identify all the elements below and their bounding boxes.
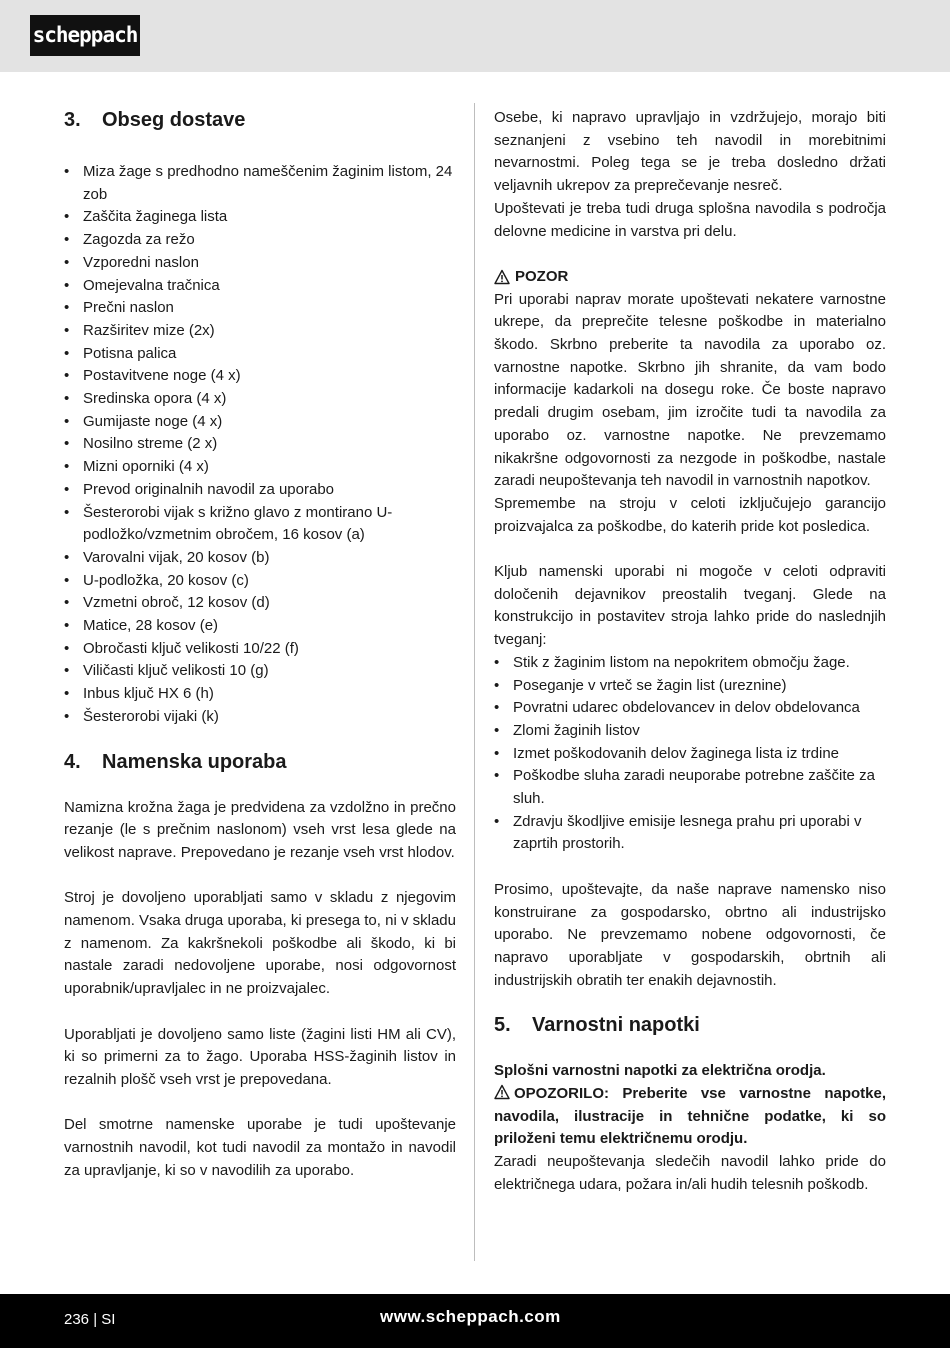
left-column [64,107,456,1182]
list-item: • Izmet poškodovanih delov žaginega lista iz trdine [494,743,886,766]
paragraph: Namizna krožna žaga je predvidena za vzdolžno in prečno rezanje (le s prečnim naslonom) vseh vrst lesa glede na velikost naprave. Prepovedano je rezanje vseh vrst hlodov. [64,798,456,861]
warning-triangle-icon [494,1084,510,1100]
section-title: Varnostni napotki [532,1014,700,1037]
warning-text: OPOZORILO: Preberite vse varnostne napotke, navodila, ilustracije in tehnične podatke, ki so priloženi temu električnemu orodju. [494,1085,886,1148]
section-number: 5. [494,1014,511,1037]
risk-list [494,652,886,856]
section-3-heading [64,107,456,133]
paragraph: Del smotrne namenske uporabe je tudi upoštevanje varnostnih navodil, kot tudi navodil za montažo in navodil za upravljanje, ki so v navodilih za uporabo. [64,1116,456,1179]
list-item: • U-podložka, 20 kosov (c) [64,570,456,593]
page-number [64,1311,115,1328]
list-item: • Miza žage s predhodno nameščenim žaginim listom, 24 zob [64,161,456,206]
paragraph: Zaradi neupoštevanja sledečih navodil lahko pride do električnega udara, požara in/ali hudih telesnih poškodb. [494,1153,886,1193]
list-item: • Varovalni vijak, 20 kosov (b) [64,547,456,570]
warning-triangle-icon [494,269,510,285]
footer [0,1294,950,1348]
warning-paragraph [494,1083,886,1151]
paragraph: Uporabljati je dovoljeno samo liste (žagini listi HM ali CV), ki so primerni za to žago. Uporaba HSS-žaginih listov in rezalnih plošč vseh vrst je prepovedana. [64,1025,456,1088]
list-item: • Potisna palica [64,343,456,366]
list-item: • Zagozda za režo [64,229,456,252]
section-5-heading [494,1012,886,1038]
list-item: • Obročasti ključ velikosti 10/22 (f) [64,638,456,661]
bold-heading: Splošni varnostni napotki za električna orodja. [494,1062,826,1080]
page-number-value: 236 [64,1311,90,1328]
list-item: • Inbus ključ HX 6 (h) [64,683,456,706]
list-item: • Matice, 28 kosov (e) [64,615,456,638]
section-title: Namenska uporaba [102,750,287,773]
list-item: • Povratni udarec obdelovancev in delov obdelovanca [494,697,886,720]
list-item: • Sredinska opora (4 x) [64,388,456,411]
list-item: • Poškodbe sluha zaradi neuporabe potrebne zaščite za sluh. [494,765,886,810]
section-number: 4. [64,750,81,773]
list-item: • Prečni naslon [64,297,456,320]
page-separator: | [93,1311,98,1328]
paragraph: Upoštevati je treba tudi druga splošna navodila s področja delovne medicine in varstva pri delu. [494,199,886,240]
paragraph: Prosimo, upoštevajte, da naše naprave namensko niso konstruirane za gospodarsko, obrtno ali industrijsko uporabo. Ne prevzemamo nobene odgovornosti, če napravo uporabljate v gospodarskih, obrtnih ali industrijskih obratih ter enakih dejavnostih. [494,880,886,989]
caution-label: POZOR [515,267,569,285]
paragraph: Pri uporabi naprav morate upoštevati nekatere varnostne ukrepe, da preprečite telesne poškodbe in materialno škodo. Skrbno preberite ta navodila za uporabo oz. varnostne napotke. Skrbno jih shranite, da vam bodo informacije kadarkoli na dosegu roke. Če boste napravo predali drugim osebam, jim izročite tudi ta navodila za uporabo oz. varnostne napotke. Ne prevzemamo nikakršne odgovornosti za nezgode in poškodbe, nastale zaradi neupoštevanja teh navodil in varnostnih napotkov. [494,290,886,490]
list-item: • Mizni oporniki (4 x) [64,456,456,479]
list-item: • Gumijaste noge (4 x) [64,411,456,434]
header-band [0,0,950,72]
website-link[interactable]: www.scheppach.com [380,1307,561,1326]
column-divider [474,103,475,1261]
list-item: • Razširitev mize (2x) [64,320,456,343]
list-item: • Stik z žaginim listom na nepokritem območju žage. [494,652,886,675]
paragraph: Kljub namenski uporabi ni mogoče v celoti odpraviti določenih dejavnikov preostalih tveganj. Glede na konstrukcijo in postavitev stroja lahko pride do naslednjih tveganj: [494,563,886,649]
list-item: • Postavitvene noge (4 x) [64,365,456,388]
paragraph: Stroj je dovoljeno uporabljati samo v skladu z njegovim namenom. Vsaka druga uporaba, ki presega to, ni v skladu z namenom. Za kakršnekoli poškodbe ali škodo, ki bi nastale zaradi nedovoljene uporabe, nosi odgovornost uporabnik/upravljalec in ne proizvajalec. [64,889,456,998]
list-item: • Zaščita žaginega lista [64,206,456,229]
delivery-list [64,161,456,729]
section-title: Obseg dostave [102,109,246,131]
caution-heading [494,266,886,289]
list-item: • Zlomi žaginih listov [494,720,886,743]
language-code: SI [101,1311,116,1328]
list-item: • Šesterorobi vijak s križno glavo z montirano U-podložko/vzmetnim obročem, 16 kosov (a) [64,502,456,547]
list-item: • Omejevalna tračnica [64,275,456,298]
paragraph: Osebe, ki napravo upravljajo in vzdržujejo, morajo biti seznanjeni z vsebino teh navodil in morebitnimi nevarnostmi. Poleg tega se je treba dosledno držati veljavnih ukrepov za preprečevanje nesreč. [494,109,886,195]
list-item: • Vzmetni obroč, 12 kosov (d) [64,592,456,615]
section-number: 3. [64,109,81,131]
paragraph: Spremembe na stroju v celoti izključujejo garancijo proizvajalca za poškodbe, do katerih pride kot posledica. [494,494,886,535]
section-4-heading [64,749,456,775]
list-item: • Šesterorobi vijaki (k) [64,706,456,729]
list-item: • Viličasti ključ velikosti 10 (g) [64,660,456,683]
list-item: • Nosilno streme (2 x) [64,433,456,456]
list-item: • Prevod originalnih navodil za uporabo [64,479,456,502]
list-item: • Vzporedni naslon [64,252,456,275]
scheppach-logo: scheppach [30,15,140,56]
list-item: • Zdravju škodljive emisije lesnega prahu pri uporabi v zaprtih prostorih. [494,811,886,856]
right-column [494,107,886,1197]
list-item: • Poseganje v vrteč se žagin list (ureznine) [494,675,886,698]
